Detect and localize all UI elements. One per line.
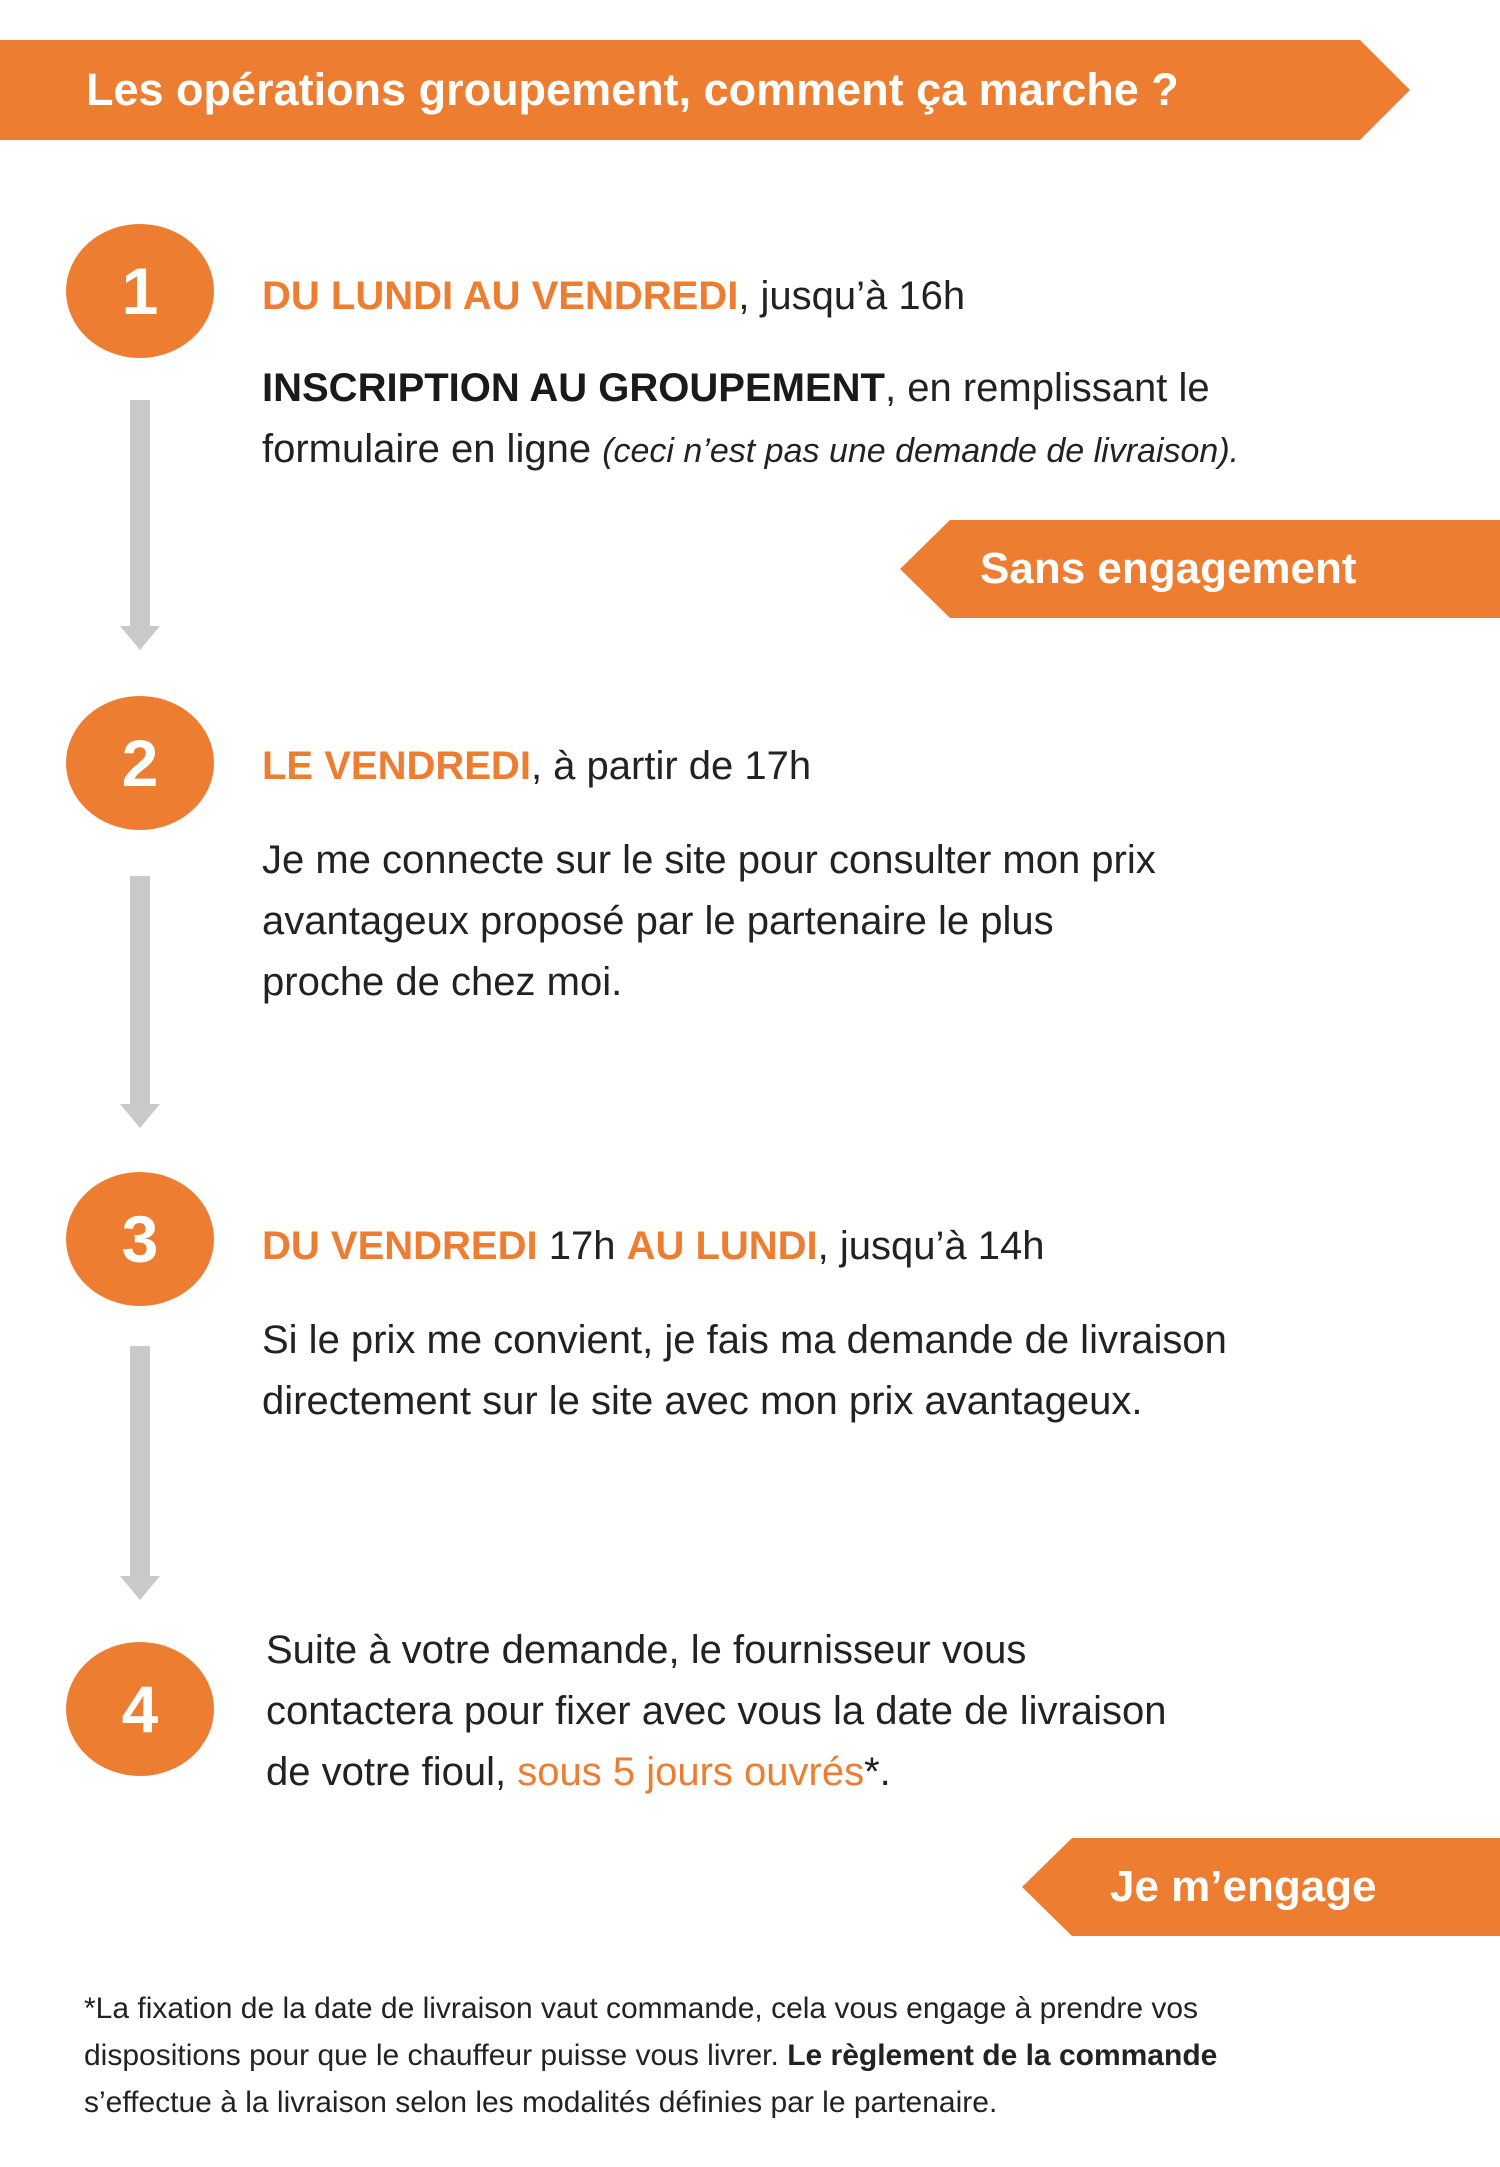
step-1-heading bbox=[262, 270, 965, 322]
down-arrow-1 bbox=[130, 400, 150, 628]
page-title: Les opérations groupement, comment ça marche ? bbox=[86, 64, 1179, 115]
down-arrow-3 bbox=[130, 1346, 150, 1578]
step-4-description bbox=[266, 1620, 1406, 1803]
footnote-line-1: *La fixation de la date de livraison vaut commande, cela vous engage à prendre vos bbox=[84, 1992, 1199, 2025]
step-4-number-badge: 4 bbox=[66, 1642, 214, 1776]
step-1-time: , jusqu’à 16h bbox=[738, 274, 966, 318]
step-1-italic-note: (ceci n’est pas une demande de livraison). bbox=[602, 432, 1240, 470]
step-1-description bbox=[262, 358, 1402, 482]
step-2-line-2: avantageux proposé par le partenaire le plus bbox=[262, 899, 1054, 943]
step-3-line-1: Si le prix me convient, je fais ma demande de livraison bbox=[262, 1318, 1227, 1362]
step-2-day: LE VENDREDI bbox=[262, 744, 531, 788]
step-4-line-2: contactera pour fixer avec vous la date de livraison bbox=[266, 1689, 1167, 1733]
footnote-bold: Le règlement de la commande bbox=[787, 2039, 1218, 2072]
footnote-line-2: dispositions pour que le chauffeur puisse vous livrer. bbox=[84, 2039, 788, 2072]
step-1-text-1: , en remplissant le bbox=[885, 366, 1210, 410]
step-3-time-start: 17h bbox=[537, 1224, 627, 1268]
step-4-line-1: Suite à votre demande, le fournisseur vous bbox=[266, 1628, 1027, 1672]
step-3-description bbox=[262, 1310, 1402, 1432]
sans-engagement-label: Sans engagement bbox=[980, 544, 1357, 593]
step-2-line-1: Je me connecte sur le site pour consulter mon prix bbox=[262, 838, 1156, 882]
je-mengage-label: Je m’engage bbox=[1110, 1862, 1377, 1911]
step-3-day-start: DU VENDREDI bbox=[262, 1224, 538, 1268]
step-2-heading bbox=[262, 740, 811, 792]
step-4-line-3: de votre fioul, bbox=[266, 1750, 518, 1794]
step-1-day-range: DU LUNDI AU VENDREDI bbox=[262, 274, 739, 318]
step-1-text-2: formulaire en ligne bbox=[262, 427, 592, 471]
step-4-asterisk: *. bbox=[864, 1750, 891, 1794]
step-2-number-badge: 2 bbox=[66, 696, 214, 830]
footnote-line-3: s’effectue à la livraison selon les modalités définies par le partenaire. bbox=[84, 2086, 998, 2119]
footnote bbox=[84, 1985, 1444, 2126]
down-arrow-2 bbox=[130, 876, 150, 1106]
step-3-day-end: AU LUNDI bbox=[626, 1224, 818, 1268]
step-1-number-badge: 1 bbox=[66, 224, 214, 358]
step-3-number-badge: 3 bbox=[66, 1172, 214, 1306]
step-2-line-3: proche de chez moi. bbox=[262, 960, 623, 1004]
step-2-description bbox=[262, 830, 1402, 1013]
step-1-bold-text: INSCRIPTION AU GROUPEMENT bbox=[262, 366, 885, 410]
step-3-time-end: , jusqu’à 14h bbox=[817, 1224, 1045, 1268]
step-3-heading bbox=[262, 1220, 1045, 1272]
step-3-line-2: directement sur le site avec mon prix avantageux. bbox=[262, 1379, 1143, 1423]
delivery-delay: sous 5 jours ouvrés bbox=[517, 1750, 865, 1794]
step-2-time: , à partir de 17h bbox=[530, 744, 812, 788]
